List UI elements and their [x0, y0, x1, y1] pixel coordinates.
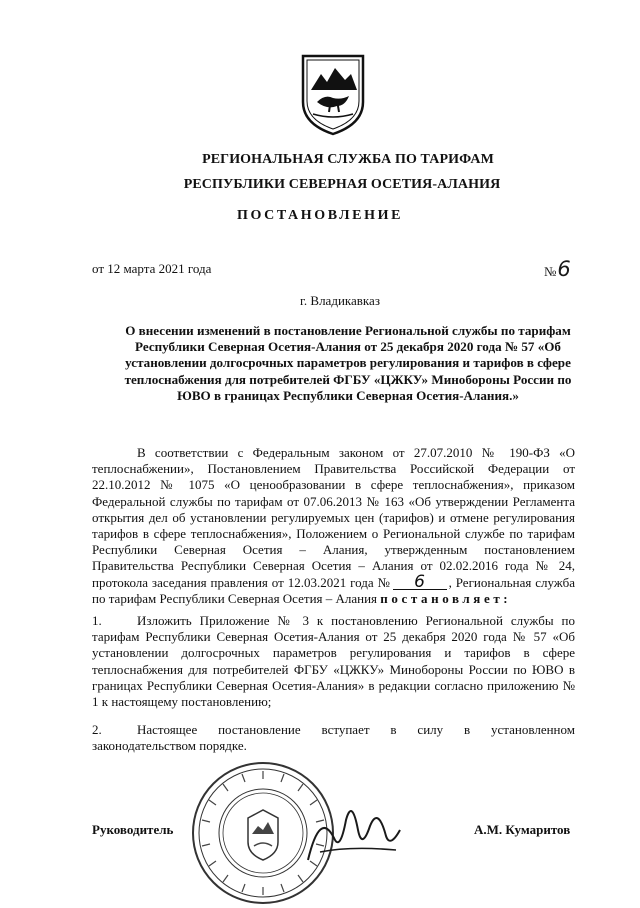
item-text: Настоящее постановление вступает в силу в установленном законодательством порядке.	[92, 722, 575, 754]
decree-word: постановляет:	[380, 590, 512, 606]
organization-name-line1: РЕГИОНАЛЬНАЯ СЛУЖБА ПО ТАРИФАМ	[202, 152, 494, 167]
handwritten-signature-icon	[300, 790, 410, 880]
preamble-text: В соответствии с Федеральным законом от 27.07.2010 № 190-ФЗ «О теплоснабжении», Постановлением Правительства Российской Федерации от 22.10.2012 № 1075 «О ценообразовании в сфере теплоснабжения», приказом Федеральной службы по тарифам от 07.06.2013 № 163 «Об утверждении Регламента открытия дел об установлении регулируемых цен (тарифов) и отмене регулирования тарифов в сфере теплоснабжения», Положением о Региональной службе по тарифам Республики Северная Осетия – Алания, утвержденным постановлением Правительства Республики Северная Осетия – Алания от 02.02.2016 года № 24, протокола заседания правления от 12.03.2021 года	[92, 445, 575, 590]
preamble-continuation: , Региональная служба по тарифам Республики Северная Осетия – Алания	[92, 574, 576, 606]
preamble-paragraph	[92, 445, 575, 607]
signatory-position: Руководитель	[92, 822, 174, 837]
organization-name-line2: РЕСПУБЛИКИ СЕВЕРНАЯ ОСЕТИЯ-АЛАНИЯ	[183, 177, 501, 192]
decree-number	[544, 257, 571, 281]
decree-subject: О внесении изменений в постановление Региональной службы по тарифам Республики Северная Осетия-Алания от 25 декабря 2020 года № 57 «Об установлении долгосрочных параметров регулирования и тарифов в сфере теплоснабжения для потребителей ФГБУ «ЦЖКУ» Минобороны России по ЮВО в границах Республики Северная Осетия-Алания.»	[124, 323, 572, 403]
decision-item	[92, 613, 575, 710]
decision-item	[92, 722, 575, 754]
document-type-title: ПОСТАНОВЛЕНИЕ	[236, 208, 404, 223]
number-prefix: №	[544, 264, 557, 279]
decree-date: от 12 марта 2021 года	[92, 261, 212, 276]
city-line: г. Владикавказ	[300, 293, 380, 308]
item-number: 2.	[92, 722, 102, 737]
handwritten-number: 6	[557, 257, 571, 281]
protocol-number-handwritten: 6	[393, 575, 447, 590]
item-text: Изложить Приложение № 3 к постановлению Региональной службы по тарифам Республики Северная Осетия-Алания от 25 декабря 2020 года № 57 «Об установлении долгосрочных параметров регулирования и тарифов в сфере теплоснабжения для потребителей ФГБУ «ЦЖКУ» Минобороны России по ЮВО в границах Республики Северная Осетия-Алания» в редакции согласно приложению № 1 к настоящему постановлению;	[92, 613, 575, 710]
number-sign: №	[377, 574, 391, 590]
signatory-name: А.М. Кумаритов	[474, 822, 571, 837]
item-number: 1.	[92, 613, 102, 628]
coat-of-arms-icon	[297, 50, 369, 138]
